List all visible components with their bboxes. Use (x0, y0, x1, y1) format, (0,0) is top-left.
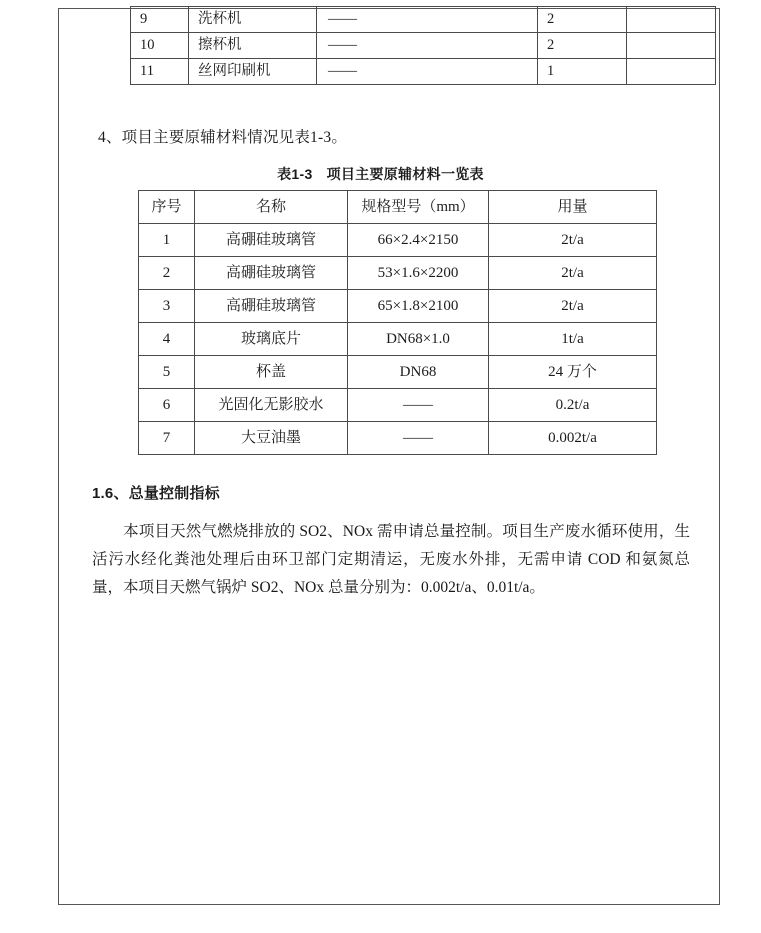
materials-row-name: 高硼硅玻璃管 (195, 257, 348, 290)
paragraph-text: 本项目天然气燃烧排放的 SO2、NOx 需申请总量控制。项目生产废水循环使用，生活污水经化粪池处理后由环卫部门定期清运，无废水外排，无需申请 COD 和氨氮总量，本项目天燃气锅炉 SO2、NOx 总量分别为：0.002t/a、0.01t/a。 (92, 523, 690, 596)
table-caption-number: 表1-3 (277, 166, 313, 182)
materials-table-body (139, 191, 657, 455)
section-heading: 1.6、总量控制指标 (92, 485, 220, 502)
equipment-row-note (627, 59, 716, 85)
equipment-row-qty: 1 (538, 59, 627, 85)
equipment-table (130, 6, 716, 85)
table-header-row (139, 191, 657, 224)
materials-row-no: 2 (139, 257, 195, 290)
equipment-row-no: 9 (131, 7, 189, 33)
equipment-row-spec: —— (317, 33, 538, 59)
materials-row-spec: DN68 (348, 356, 489, 389)
table-row (139, 224, 657, 257)
table-row (131, 33, 716, 59)
materials-table (138, 190, 657, 455)
equipment-row-name: 擦杯机 (189, 33, 317, 59)
equipment-row-spec: —— (317, 7, 538, 33)
equipment-row-no: 10 (131, 33, 189, 59)
equipment-row-note (627, 7, 716, 33)
materials-row-name: 高硼硅玻璃管 (195, 224, 348, 257)
materials-row-name: 大豆油墨 (195, 422, 348, 455)
equipment-row-qty: 2 (538, 7, 627, 33)
materials-row-spec: 65×1.8×2100 (348, 290, 489, 323)
equipment-row-name: 丝网印刷机 (189, 59, 317, 85)
table-caption (0, 164, 761, 184)
materials-header-spec: 规格型号（mm） (348, 191, 489, 224)
equipment-table-body (131, 7, 716, 85)
table-row (139, 290, 657, 323)
materials-row-amount: 2t/a (489, 224, 657, 257)
materials-header-no: 序号 (139, 191, 195, 224)
table-row (139, 389, 657, 422)
materials-row-no: 1 (139, 224, 195, 257)
equipment-row-spec: —— (317, 59, 538, 85)
materials-row-spec: 53×1.6×2200 (348, 257, 489, 290)
table-row (131, 59, 716, 85)
materials-intro-text: 4、项目主要原辅材料情况见表1-3。 (98, 129, 348, 146)
materials-row-no: 6 (139, 389, 195, 422)
table-row (139, 356, 657, 389)
materials-row-amount: 0.002t/a (489, 422, 657, 455)
materials-row-spec: —— (348, 422, 489, 455)
materials-row-no: 5 (139, 356, 195, 389)
materials-row-amount: 24 万个 (489, 356, 657, 389)
materials-row-no: 7 (139, 422, 195, 455)
materials-header-name: 名称 (195, 191, 348, 224)
materials-row-spec: 66×2.4×2150 (348, 224, 489, 257)
equipment-row-no: 11 (131, 59, 189, 85)
table-caption-title: 项目主要原辅材料一览表 (326, 166, 484, 182)
materials-row-name: 杯盖 (195, 356, 348, 389)
materials-row-name: 高硼硅玻璃管 (195, 290, 348, 323)
materials-row-no: 4 (139, 323, 195, 356)
equipment-row-qty: 2 (538, 33, 627, 59)
materials-row-no: 3 (139, 290, 195, 323)
section-paragraph (92, 518, 690, 602)
materials-row-spec: DN68×1.0 (348, 323, 489, 356)
table-row (139, 257, 657, 290)
materials-row-amount: 0.2t/a (489, 389, 657, 422)
materials-header-amount: 用量 (489, 191, 657, 224)
table-row (139, 422, 657, 455)
materials-row-spec: —— (348, 389, 489, 422)
table-row (131, 7, 716, 33)
materials-row-name: 玻璃底片 (195, 323, 348, 356)
table-row (139, 323, 657, 356)
materials-row-name: 光固化无影胶水 (195, 389, 348, 422)
equipment-row-note (627, 33, 716, 59)
materials-row-amount: 2t/a (489, 290, 657, 323)
materials-row-amount: 1t/a (489, 323, 657, 356)
equipment-row-name: 洗杯机 (189, 7, 317, 33)
materials-row-amount: 2t/a (489, 257, 657, 290)
